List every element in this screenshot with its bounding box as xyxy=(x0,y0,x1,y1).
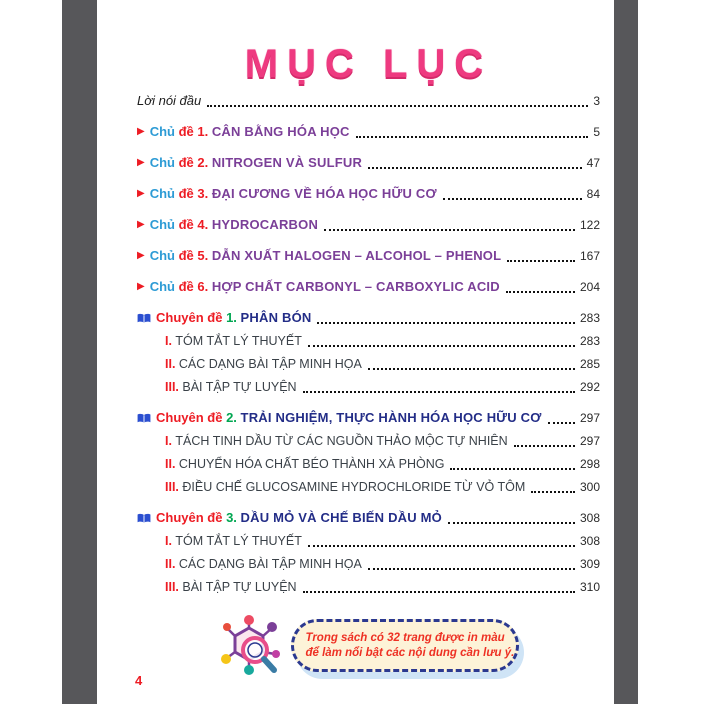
dot-leader xyxy=(324,229,575,231)
sub-item-numeral: III. xyxy=(165,380,183,394)
sub-item-title: CÁC DẠNG BÀI TẬP MINH HỌA xyxy=(178,557,362,571)
toc-row-chuyen-de-2-sub-2 xyxy=(165,455,600,473)
topic-number: đề 1. xyxy=(178,124,212,139)
dot-leader xyxy=(506,291,575,293)
dot-leader xyxy=(514,445,575,447)
molecule-magnifier-icon xyxy=(219,614,287,681)
sub-item-title: TÓM TẮT LÝ THUYẾT xyxy=(175,534,302,548)
right-background-strip xyxy=(614,0,638,704)
toc-row-chuyen-de-2 xyxy=(137,409,600,427)
dot-leader xyxy=(303,591,575,593)
toc-row-chuyen-de-2-sub-3 xyxy=(165,478,600,496)
chapter-title: TRẢI NGHIỆM, THỰC HÀNH HÓA HỌC HỮU CƠ xyxy=(240,410,542,425)
topic-label: Chủ xyxy=(149,186,179,201)
footer-page-number: 4 xyxy=(135,673,143,688)
chapter-label: Chuyên đề xyxy=(156,310,227,325)
dot-leader xyxy=(548,422,575,424)
dot-leader xyxy=(450,468,575,470)
toc-row-chuyen-de-3-sub-3 xyxy=(165,578,600,596)
toc-row-chuyen-de-3-sub-2 xyxy=(165,555,600,573)
chapter-title: DẦU MỎ VÀ CHẾ BIẾN DẦU MỎ xyxy=(240,510,442,525)
toc-row-chu-de-2 xyxy=(137,154,600,172)
sub-item-title: CHUYỂN HÓA CHẤT BÉO THÀNH XÀ PHÒNG xyxy=(178,457,445,471)
toc-row-chu-de-3 xyxy=(137,185,600,203)
sub-item-numeral: II. xyxy=(165,457,179,471)
triangle-bullet-icon: ▶ xyxy=(137,219,145,230)
page-number: 308 xyxy=(579,534,600,548)
sub-item-numeral: I. xyxy=(165,334,176,348)
page-number: 5 xyxy=(593,125,600,139)
chapter-label: Chuyên đề xyxy=(156,510,227,525)
sub-item-numeral: I. xyxy=(165,434,176,448)
topic-label: Chủ xyxy=(149,279,179,294)
sub-item-title: TÁCH TINH DẦU TỪ CÁC NGUỒN THẢO MỘC TỰ NHIÊN xyxy=(175,434,508,448)
topic-number: đề 3. xyxy=(178,186,212,201)
book-icon xyxy=(137,513,151,524)
triangle-bullet-icon: ▶ xyxy=(137,188,145,199)
topic-label: Chủ xyxy=(149,248,179,263)
page-number: 283 xyxy=(579,334,600,348)
toc-page xyxy=(97,0,614,704)
chapter-title: PHÂN BÓN xyxy=(240,310,312,325)
page-number: 310 xyxy=(579,580,600,594)
toc-row-chuyen-de-1-sub-2 xyxy=(165,355,600,373)
page-number: 283 xyxy=(579,311,600,325)
page-number: 297 xyxy=(579,434,600,448)
toc-row-chuyen-de-2-sub-1 xyxy=(165,432,600,450)
page-title: MỤC LỤC xyxy=(244,42,493,86)
dot-leader xyxy=(308,345,575,347)
sub-item-title: TÓM TẮT LÝ THUYẾT xyxy=(175,334,302,348)
sub-item-title: CÁC DẠNG BÀI TẬP MINH HỌA xyxy=(178,357,362,371)
sub-item-title: ĐIỀU CHẾ GLUCOSAMINE HYDROCHLORIDE TỪ VỎ TÔM xyxy=(182,480,526,494)
book-icon xyxy=(137,413,151,424)
page-number: 204 xyxy=(579,280,600,294)
toc-row-chu-de-4 xyxy=(137,216,600,234)
topic-number: đề 5. xyxy=(178,248,212,263)
toc-row-chuyen-de-1-sub-1 xyxy=(165,332,600,350)
preface-label: Lời nói đầu xyxy=(137,93,202,108)
dot-leader xyxy=(317,322,574,324)
toc-row-chuyen-de-3 xyxy=(137,509,600,527)
chapter-number: 2. xyxy=(226,410,241,425)
sub-item-title: BÀI TẬP TỰ LUYỆN xyxy=(182,380,297,394)
dot-leader xyxy=(207,105,588,107)
page-number: 84 xyxy=(586,187,600,201)
callout xyxy=(137,612,600,679)
toc-row-preface xyxy=(137,92,600,110)
dot-leader xyxy=(368,167,582,169)
topic-title: ĐẠI CƯƠNG VỀ HÓA HỌC HỮU CƠ xyxy=(211,186,437,201)
topic-title: DẪN XUẤT HALOGEN – ALCOHOL – PHENOL xyxy=(211,248,502,263)
left-background-strip xyxy=(62,0,97,704)
dot-leader xyxy=(368,368,575,370)
toc-row-chuyen-de-3-sub-1 xyxy=(165,532,600,550)
callout-text xyxy=(291,619,519,672)
dot-leader xyxy=(308,545,575,547)
sub-item-numeral: II. xyxy=(165,557,179,571)
page-number: 300 xyxy=(579,480,600,494)
topic-title: HYDROCARBON xyxy=(211,217,319,232)
topic-title: NITROGEN VÀ SULFUR xyxy=(211,155,363,170)
page-number: 285 xyxy=(579,357,600,371)
sub-item-numeral: III. xyxy=(165,480,183,494)
toc-row-chuyen-de-1-sub-3 xyxy=(165,378,600,396)
callout-box xyxy=(291,619,519,672)
page-number: 292 xyxy=(579,380,600,394)
topic-label: Chủ xyxy=(149,217,179,232)
dot-leader xyxy=(443,198,582,200)
topic-number: đề 6. xyxy=(178,279,212,294)
page-number: 309 xyxy=(579,557,600,571)
chapter-number: 1. xyxy=(226,310,241,325)
page-number: 122 xyxy=(579,218,600,232)
topic-number: đề 4. xyxy=(178,217,212,232)
dot-leader xyxy=(356,136,589,138)
toc-row-chu-de-1 xyxy=(137,123,600,141)
toc-row-chu-de-5 xyxy=(137,247,600,265)
chapter-label: Chuyên đề xyxy=(156,410,227,425)
page-number: 167 xyxy=(579,249,600,263)
topic-label: Chủ xyxy=(149,155,179,170)
dot-leader xyxy=(531,491,575,493)
sub-item-numeral: III. xyxy=(165,580,183,594)
triangle-bullet-icon: ▶ xyxy=(137,281,145,292)
page-number: 308 xyxy=(579,511,600,525)
triangle-bullet-icon: ▶ xyxy=(137,126,145,137)
callout-line-1: Trong sách có 32 trang được in màu xyxy=(305,632,505,644)
callout-line-2: để làm nổi bật các nội dung cần lưu ý. xyxy=(305,647,515,659)
topic-label: Chủ xyxy=(149,124,179,139)
page-number: 3 xyxy=(593,94,600,108)
sub-item-title: BÀI TẬP TỰ LUYỆN xyxy=(182,580,297,594)
topic-title: CÂN BẰNG HÓA HỌC xyxy=(211,124,350,139)
dot-leader xyxy=(507,260,575,262)
page-number: 47 xyxy=(586,156,600,170)
triangle-bullet-icon: ▶ xyxy=(137,157,145,168)
page-number: 298 xyxy=(579,457,600,471)
page-number: 297 xyxy=(579,411,600,425)
dot-leader xyxy=(448,522,575,524)
topic-number: đề 2. xyxy=(178,155,212,170)
sub-item-numeral: II. xyxy=(165,357,179,371)
toc-row-chu-de-6 xyxy=(137,278,600,296)
sub-item-numeral: I. xyxy=(165,534,176,548)
toc-row-chuyen-de-1 xyxy=(137,309,600,327)
toc-list xyxy=(137,92,600,596)
dot-leader xyxy=(303,391,575,393)
chapter-number: 3. xyxy=(226,510,241,525)
topic-title: HỢP CHẤT CARBONYL – CARBOXYLIC ACID xyxy=(211,279,500,294)
triangle-bullet-icon: ▶ xyxy=(137,250,145,261)
dot-leader xyxy=(368,568,575,570)
book-icon xyxy=(137,313,151,324)
